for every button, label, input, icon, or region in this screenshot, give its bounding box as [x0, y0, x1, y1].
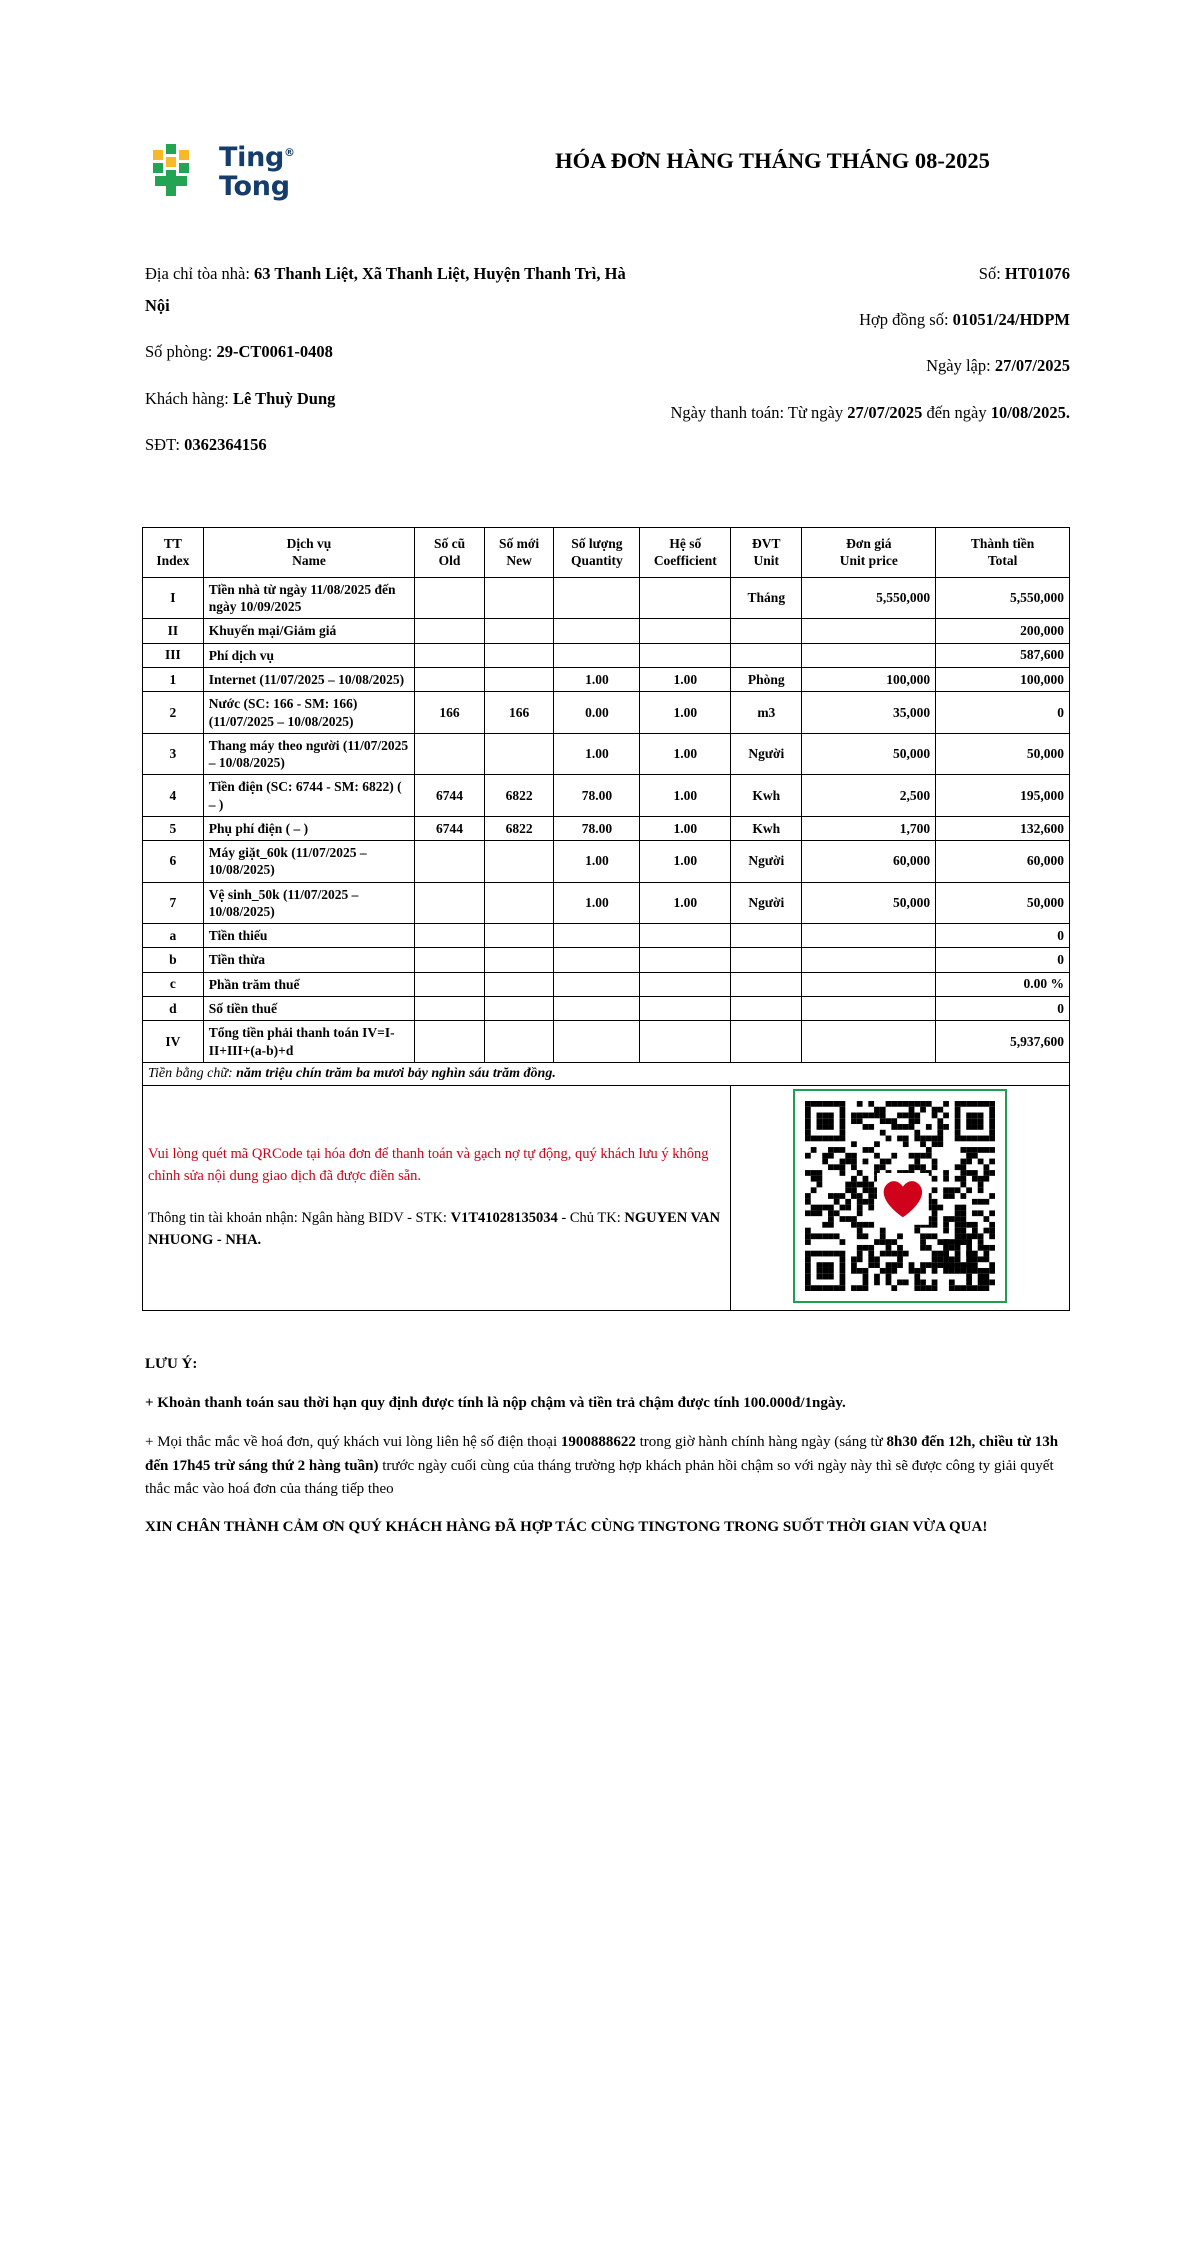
footer-hotline-number: 1900888622	[560, 1434, 636, 1451]
meta-left-column	[145, 258, 626, 475]
cell-index: 2	[143, 692, 204, 734]
table-row	[143, 997, 1070, 1021]
cell-name: Thang máy theo người (11/07/2025 – 10/08/2025)	[203, 733, 414, 775]
header-quantity: Số lượng Quantity	[554, 527, 640, 577]
cell-unit-price: 60,000	[802, 841, 936, 883]
cell-index: 6	[143, 841, 204, 883]
cell-name: Tiền thừa	[203, 948, 414, 972]
header-index: TT Index	[143, 527, 204, 577]
cell-quantity: 0.00	[554, 692, 640, 734]
cell-coefficient	[640, 1021, 731, 1063]
cell-quantity	[554, 619, 640, 643]
meta-invoice-number	[626, 258, 1070, 290]
cell-quantity: 78.00	[554, 816, 640, 840]
cell-old	[415, 972, 485, 996]
meta-right-column	[626, 258, 1070, 475]
cell-quantity	[554, 577, 640, 619]
meta-value-phone: 0362364156	[184, 434, 267, 454]
cell-new: 166	[484, 692, 554, 734]
cell-index: 5	[143, 816, 204, 840]
cell-coefficient	[640, 924, 731, 948]
invoice-table	[142, 527, 1070, 1311]
cell-unit-price: 50,000	[802, 882, 936, 924]
cell-name: Internet (11/07/2025 – 10/08/2025)	[203, 668, 414, 692]
bank-account-holder: NGUYEN VAN NHUONG - NHA.	[148, 1209, 721, 1248]
cell-old	[415, 882, 485, 924]
cell-new	[484, 882, 554, 924]
cell-quantity	[554, 1021, 640, 1063]
table-row	[143, 692, 1070, 734]
meta-value-room-number: 29-CT0061-0408	[216, 342, 333, 362]
table-row	[143, 816, 1070, 840]
bank-holder-label: - Chủ TK:	[561, 1209, 625, 1226]
cell-total: 5,937,600	[936, 1021, 1070, 1063]
footer-heading: LƯU Ý:	[145, 1355, 198, 1372]
cell-index: III	[143, 643, 204, 667]
meta-building-address	[145, 258, 626, 322]
table-row	[143, 619, 1070, 643]
invoice-meta	[0, 204, 1200, 475]
cell-coefficient	[640, 577, 731, 619]
cell-old	[415, 733, 485, 775]
cell-name: Tiền thiếu	[203, 924, 414, 948]
meta-payment-period	[626, 397, 1070, 429]
cell-index: b	[143, 948, 204, 972]
cell-unit-price: 5,550,000	[802, 577, 936, 619]
header-coefficient: Hệ số Coefficient	[640, 527, 731, 577]
header-unit: ĐVT Unit	[731, 527, 802, 577]
cell-index: a	[143, 924, 204, 948]
cell-unit: Tháng	[731, 577, 802, 619]
cell-total: 195,000	[936, 775, 1070, 817]
table-row	[143, 733, 1070, 775]
cell-new: 6822	[484, 775, 554, 817]
cell-name: Vệ sinh_50k (11/07/2025 – 10/08/2025)	[203, 882, 414, 924]
cell-coefficient: 1.00	[640, 882, 731, 924]
cell-old	[415, 619, 485, 643]
cell-unit-price	[802, 924, 936, 948]
document-header	[0, 0, 1200, 204]
cell-quantity: 1.00	[554, 882, 640, 924]
payment-info-row	[143, 1085, 1070, 1310]
cell-quantity	[554, 972, 640, 996]
meta-label-phone: SĐT:	[145, 434, 180, 454]
cell-old	[415, 948, 485, 972]
footer-note-late-payment: + Khoản thanh toán sau thời hạn quy định được tính là nộp chậm và tiền trả chậm được tính 100.000đ/1ngày.	[145, 1395, 846, 1412]
cell-new	[484, 577, 554, 619]
cell-old	[415, 668, 485, 692]
cell-index: I	[143, 577, 204, 619]
cell-coefficient	[640, 619, 731, 643]
cell-new	[484, 733, 554, 775]
cell-total: 200,000	[936, 619, 1070, 643]
amount-in-words-label: Tiền bằng chữ:	[148, 1065, 233, 1081]
table-row	[143, 924, 1070, 948]
cell-name: Nước (SC: 166 - SM: 166) (11/07/2025 – 10/08/2025)	[203, 692, 414, 734]
cell-name: Tiền điện (SC: 6744 - SM: 6822) ( – )	[203, 775, 414, 817]
cell-index: 4	[143, 775, 204, 817]
meta-value-contract-number: 01051/24/HDPM	[952, 310, 1070, 330]
cell-coefficient: 1.00	[640, 733, 731, 775]
header-new: Số mới New	[484, 527, 554, 577]
brand-name-line2: Tong	[219, 171, 290, 202]
cell-new	[484, 668, 554, 692]
cell-quantity	[554, 643, 640, 667]
table-row	[143, 948, 1070, 972]
cell-total: 587,600	[936, 643, 1070, 667]
cell-quantity	[554, 997, 640, 1021]
cell-name: Máy giặt_60k (11/07/2025 – 10/08/2025)	[203, 841, 414, 883]
cell-unit	[731, 948, 802, 972]
qr-code-icon[interactable]	[793, 1089, 1007, 1303]
cell-index: d	[143, 997, 204, 1021]
header-total: Thành tiền Total	[936, 527, 1070, 577]
invoice-table-wrapper	[0, 475, 1200, 1311]
brand-wordmark	[219, 143, 295, 201]
cell-quantity: 78.00	[554, 775, 640, 817]
meta-value-issue-date: 27/07/2025	[994, 356, 1070, 376]
footer-note-hotline: + Mọi thắc mắc về hoá đơn, quý khách vui lòng liên hệ số điện thoại 1900888622 trong giờ hành chính hàng ngày (sáng từ 8h30 đến 12h, chiều từ 13h đến 17h45 trừ sáng thứ 2 hàng tuần) trước ngày cuối cùng của tháng trường hợp khách phản hồi chậm so với ngày này thì sẽ được công ty giải quyết thắc mắc vào hoá đơn của tháng tiếp theo	[145, 1434, 1059, 1497]
cell-unit: Người	[731, 882, 802, 924]
meta-label-building-address: Địa chỉ tòa nhà:	[145, 264, 250, 283]
cell-coefficient	[640, 643, 731, 667]
cell-unit-price: 35,000	[802, 692, 936, 734]
cell-coefficient: 1.00	[640, 841, 731, 883]
cell-index: 7	[143, 882, 204, 924]
table-header-row	[143, 527, 1070, 577]
cell-old: 6744	[415, 816, 485, 840]
cell-new	[484, 997, 554, 1021]
cell-unit-price	[802, 997, 936, 1021]
table-row	[143, 882, 1070, 924]
cell-unit-price	[802, 643, 936, 667]
cell-total: 50,000	[936, 882, 1070, 924]
meta-issue-date	[626, 350, 1070, 382]
cell-total: 0.00 %	[936, 972, 1070, 996]
cell-unit: m3	[731, 692, 802, 734]
meta-value-customer: Lê Thuỳ Dung	[232, 388, 336, 408]
cell-new	[484, 841, 554, 883]
cell-index: 3	[143, 733, 204, 775]
cell-old	[415, 577, 485, 619]
cell-unit: Người	[731, 733, 802, 775]
brand-name-line1: Ting	[219, 141, 285, 173]
cell-coefficient: 1.00	[640, 692, 731, 734]
brand-logo	[145, 140, 445, 204]
cell-unit: Người	[731, 841, 802, 883]
meta-value-building-address: 63 Thanh Liệt, Xã Thanh Liệt, Huyện Thanh Trì, Hà Nội	[145, 264, 626, 316]
table-row	[143, 668, 1070, 692]
cell-new	[484, 972, 554, 996]
document-title: HÓA ĐƠN HÀNG THÁNG THÁNG 08-2025	[555, 148, 990, 173]
cell-total: 50,000	[936, 733, 1070, 775]
meta-phone	[145, 429, 626, 461]
cell-coefficient	[640, 997, 731, 1021]
cell-old	[415, 924, 485, 948]
cell-name: Tổng tiền phải thanh toán IV=I-II+III+(a-b)+d	[203, 1021, 414, 1063]
cell-old	[415, 841, 485, 883]
amount-in-words-row	[143, 1062, 1070, 1085]
cell-name: Tiền nhà từ ngày 11/08/2025 đến ngày 10/09/2025	[203, 577, 414, 619]
table-row	[143, 775, 1070, 817]
meta-label-contract-number: Hợp đồng số:	[859, 310, 949, 330]
cell-total: 0	[936, 997, 1070, 1021]
cell-coefficient: 1.00	[640, 775, 731, 817]
meta-value-payment-to: 10/08/2025.	[990, 402, 1070, 422]
cell-name: Số tiền thuế	[203, 997, 414, 1021]
cell-total: 132,600	[936, 816, 1070, 840]
cell-total: 100,000	[936, 668, 1070, 692]
cell-unit	[731, 643, 802, 667]
cell-index: 1	[143, 668, 204, 692]
cell-quantity: 1.00	[554, 841, 640, 883]
brand-registered-mark: ®	[284, 145, 295, 159]
bank-account-number: V1T41028135034	[450, 1209, 562, 1226]
table-row	[143, 972, 1070, 996]
cell-index: II	[143, 619, 204, 643]
cell-old: 6744	[415, 775, 485, 817]
cell-total: 60,000	[936, 841, 1070, 883]
table-row	[143, 1021, 1070, 1063]
header-old: Số cũ Old	[415, 527, 485, 577]
header-name: Dịch vụ Name	[203, 527, 414, 577]
tingtong-logo-icon	[145, 140, 209, 204]
cell-index: c	[143, 972, 204, 996]
cell-old	[415, 1021, 485, 1063]
meta-value-invoice-number: HT01076	[1004, 264, 1070, 283]
invoice-table-body	[143, 577, 1070, 1310]
table-row	[143, 577, 1070, 619]
amount-in-words-value: năm triệu chín trăm ba mươi bảy nghìn sáu trăm đồng.	[232, 1065, 556, 1081]
cell-unit: Kwh	[731, 816, 802, 840]
bank-account-info	[148, 1208, 725, 1252]
cell-new	[484, 924, 554, 948]
footer-thanks: XIN CHÂN THÀNH CẢM ƠN QUÝ KHÁCH HÀNG ĐÃ HỢP TÁC CÙNG TINGTONG TRONG SUỐT THỜI GIAN VỪA QUA!	[145, 1519, 988, 1536]
cell-unit	[731, 1021, 802, 1063]
meta-room-number	[145, 336, 626, 368]
meta-label-payment-from: Ngày thanh toán: Từ ngày	[670, 402, 844, 422]
cell-unit: Phòng	[731, 668, 802, 692]
cell-unit	[731, 997, 802, 1021]
meta-label-invoice-number: Số:	[978, 264, 1001, 283]
cell-old	[415, 997, 485, 1021]
cell-new: 6822	[484, 816, 554, 840]
cell-total: 0	[936, 692, 1070, 734]
cell-unit	[731, 972, 802, 996]
cell-index: IV	[143, 1021, 204, 1063]
cell-unit-price: 100,000	[802, 668, 936, 692]
cell-name: Khuyến mại/Giảm giá	[203, 619, 414, 643]
cell-unit-price	[802, 972, 936, 996]
header-unit-price: Đơn giá Unit price	[802, 527, 936, 577]
cell-unit	[731, 924, 802, 948]
meta-label-room-number: Số phòng:	[145, 342, 213, 362]
invoice-table-head	[143, 527, 1070, 577]
cell-name: Phần trăm thuế	[203, 972, 414, 996]
cell-old	[415, 643, 485, 667]
meta-contract-number	[626, 304, 1070, 336]
cell-unit-price: 1,700	[802, 816, 936, 840]
cell-total: 0	[936, 948, 1070, 972]
cell-quantity: 1.00	[554, 733, 640, 775]
cell-old: 166	[415, 692, 485, 734]
cell-coefficient	[640, 972, 731, 996]
table-row	[143, 841, 1070, 883]
cell-new	[484, 643, 554, 667]
cell-coefficient	[640, 948, 731, 972]
cell-new	[484, 619, 554, 643]
meta-value-payment-from: 27/07/2025	[847, 402, 923, 422]
cell-coefficient: 1.00	[640, 668, 731, 692]
cell-quantity	[554, 924, 640, 948]
table-row	[143, 643, 1070, 667]
cell-total: 5,550,000	[936, 577, 1070, 619]
cell-unit	[731, 619, 802, 643]
cell-new	[484, 1021, 554, 1063]
bank-label: Thông tin tài khoản nhận: Ngân hàng BIDV - STK:	[148, 1209, 451, 1226]
cell-new	[484, 948, 554, 972]
meta-label-issue-date: Ngày lập:	[926, 356, 991, 376]
cell-quantity	[554, 948, 640, 972]
cell-total: 0	[936, 924, 1070, 948]
cell-unit: Kwh	[731, 775, 802, 817]
amount-in-words-cell	[143, 1062, 1070, 1085]
cell-unit-price: 50,000	[802, 733, 936, 775]
cell-name: Phí dịch vụ	[203, 643, 414, 667]
cell-unit-price	[802, 1021, 936, 1063]
cell-unit-price	[802, 948, 936, 972]
qr-instruction-text: Vui lòng quét mã QRCode tại hóa đơn để thanh toán và gạch nợ tự động, quý khách lưu ý không chỉnh sửa nội dung giao dịch đã được điền sẵn.	[148, 1146, 709, 1185]
qr-code-cell[interactable]	[731, 1085, 1070, 1310]
cell-quantity: 1.00	[554, 668, 640, 692]
footer-notes	[0, 1311, 1200, 1539]
meta-label-customer: Khách hàng:	[145, 388, 229, 408]
meta-customer	[145, 383, 626, 415]
cell-coefficient: 1.00	[640, 816, 731, 840]
cell-unit-price	[802, 619, 936, 643]
meta-label-payment-to: đến ngày	[926, 402, 987, 422]
cell-unit-price: 2,500	[802, 775, 936, 817]
payment-note-cell	[143, 1085, 731, 1310]
cell-name: Phụ phí điện ( – )	[203, 816, 414, 840]
